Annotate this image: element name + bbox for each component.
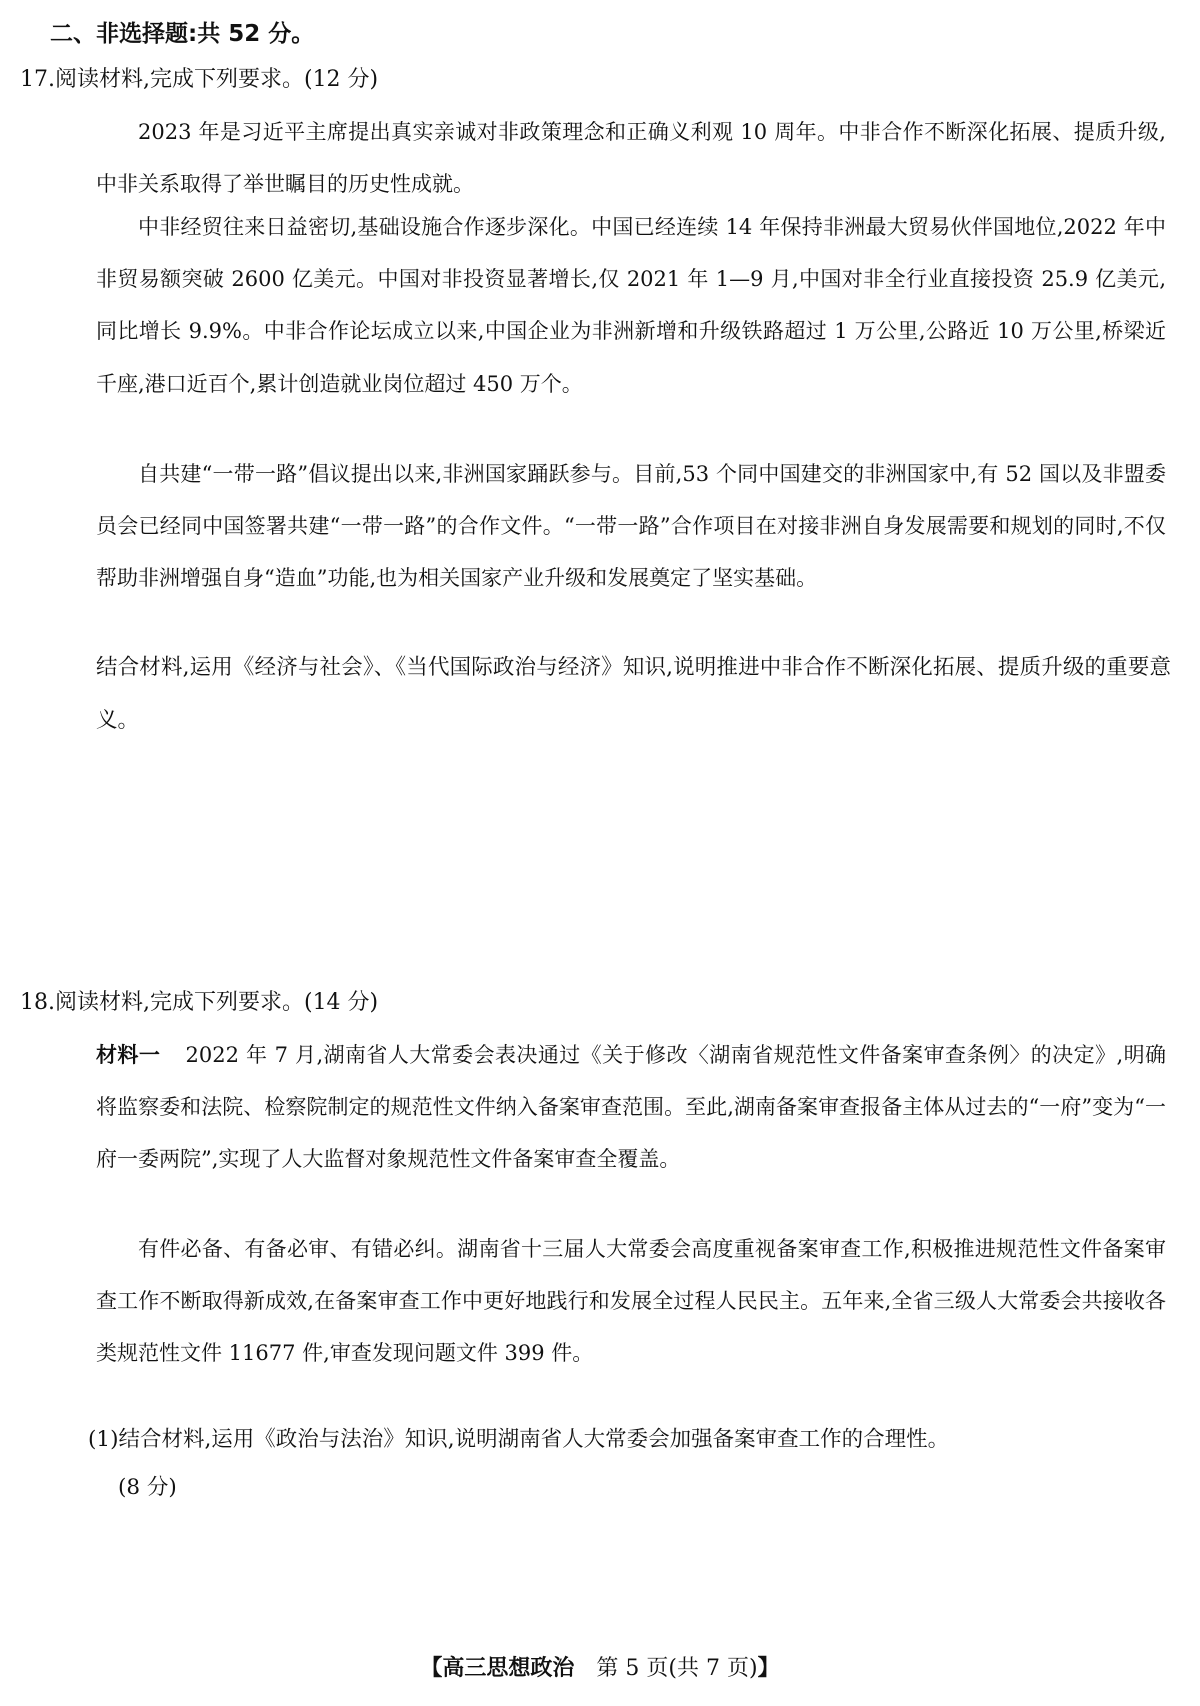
q18-subquestion-1: (1)结合材料,运用《政治与法治》知识,说明湖南省人大常委会加强备案审查工作的合理性。: [88, 1427, 950, 1452]
q17-paragraph-1: 2023 年是习近平主席提出真实亲诚对非政策理念和正确义利观 10 周年。中非合作不断深化拓展、提质升级,中非关系取得了举世瞩目的历史性成就。: [96, 120, 1166, 197]
q18-material-1: [96, 1029, 1166, 1186]
q17-requirement: 结合材料,运用《经济与社会》、《当代国际政治与经济》知识,说明推进中非合作不断深化拓展、提质升级的重要意义。: [96, 655, 1171, 733]
footer-page-number: 第 5 页(共 7 页): [596, 1656, 758, 1681]
section-heading: 二、非选择题:共 52 分。: [50, 21, 315, 47]
footer-bracket-close: 】: [757, 1656, 780, 1681]
q18-material-1-text: 2022 年 7 月,湖南省人大常委会表决通过《关于修改〈湖南省规范性文件备案审查条例〉的决定》,明确将监察委和法院、检察院制定的规范性文件纳入备案审查范围。至此,湖南备案审查报备主体从过去的“一府”变为“一府一委两院”,实现了人大监督对象规范性文件备案审查全覆盖。: [96, 1043, 1166, 1172]
q18-subquestion-1-score: (8 分): [118, 1475, 177, 1500]
question-18-title: 18.阅读材料,完成下列要求。(14 分): [20, 990, 379, 1015]
q18-paragraph-2: 有件必备、有备必审、有错必纠。湖南省十三届人大常委会高度重视备案审查工作,积极推进规范性文件备案审查工作不断取得新成效,在备案审查工作中更好地践行和发展全过程人民民主。五年来,全省三级人大常委会共接收各类规范性文件 11677 件,审查发现问题文件 399 件。: [96, 1237, 1166, 1366]
footer-subject: 【高三思想政治: [420, 1656, 575, 1681]
question-17-title: 17.阅读材料,完成下列要求。(12 分): [20, 67, 379, 92]
material-label: 材料一: [96, 1043, 161, 1067]
page-footer: [0, 1651, 1200, 1687]
q17-paragraph-3: 自共建“一带一路”倡议提出以来,非洲国家踊跃参与。目前,53 个同中国建交的非洲国家中,有 52 国以及非盟委员会已经同中国签署共建“一带一路”的合作文件。“一带一路”合作项目在对接非洲自身发展需要和规划的同时,不仅帮助非洲增强自身“造血”功能,也为相关国家产业升级和发展奠定了坚实基础。: [96, 462, 1166, 591]
q17-paragraph-2: 中非经贸往来日益密切,基础设施合作逐步深化。中国已经连续 14 年保持非洲最大贸易伙伴国地位,2022 年中非贸易额突破 2600 亿美元。中国对非投资显著增长,仅 2021 年 1—9 月,中国对非全行业直接投资 25.9 亿美元,同比增长 9.9%。中非合作论坛成立以来,中国企业为非洲新增和升级铁路超过 1 万公里,公路近 10 万公里,桥梁近千座,港口近百个,累计创造就业岗位超过 450 万个。: [96, 215, 1166, 396]
